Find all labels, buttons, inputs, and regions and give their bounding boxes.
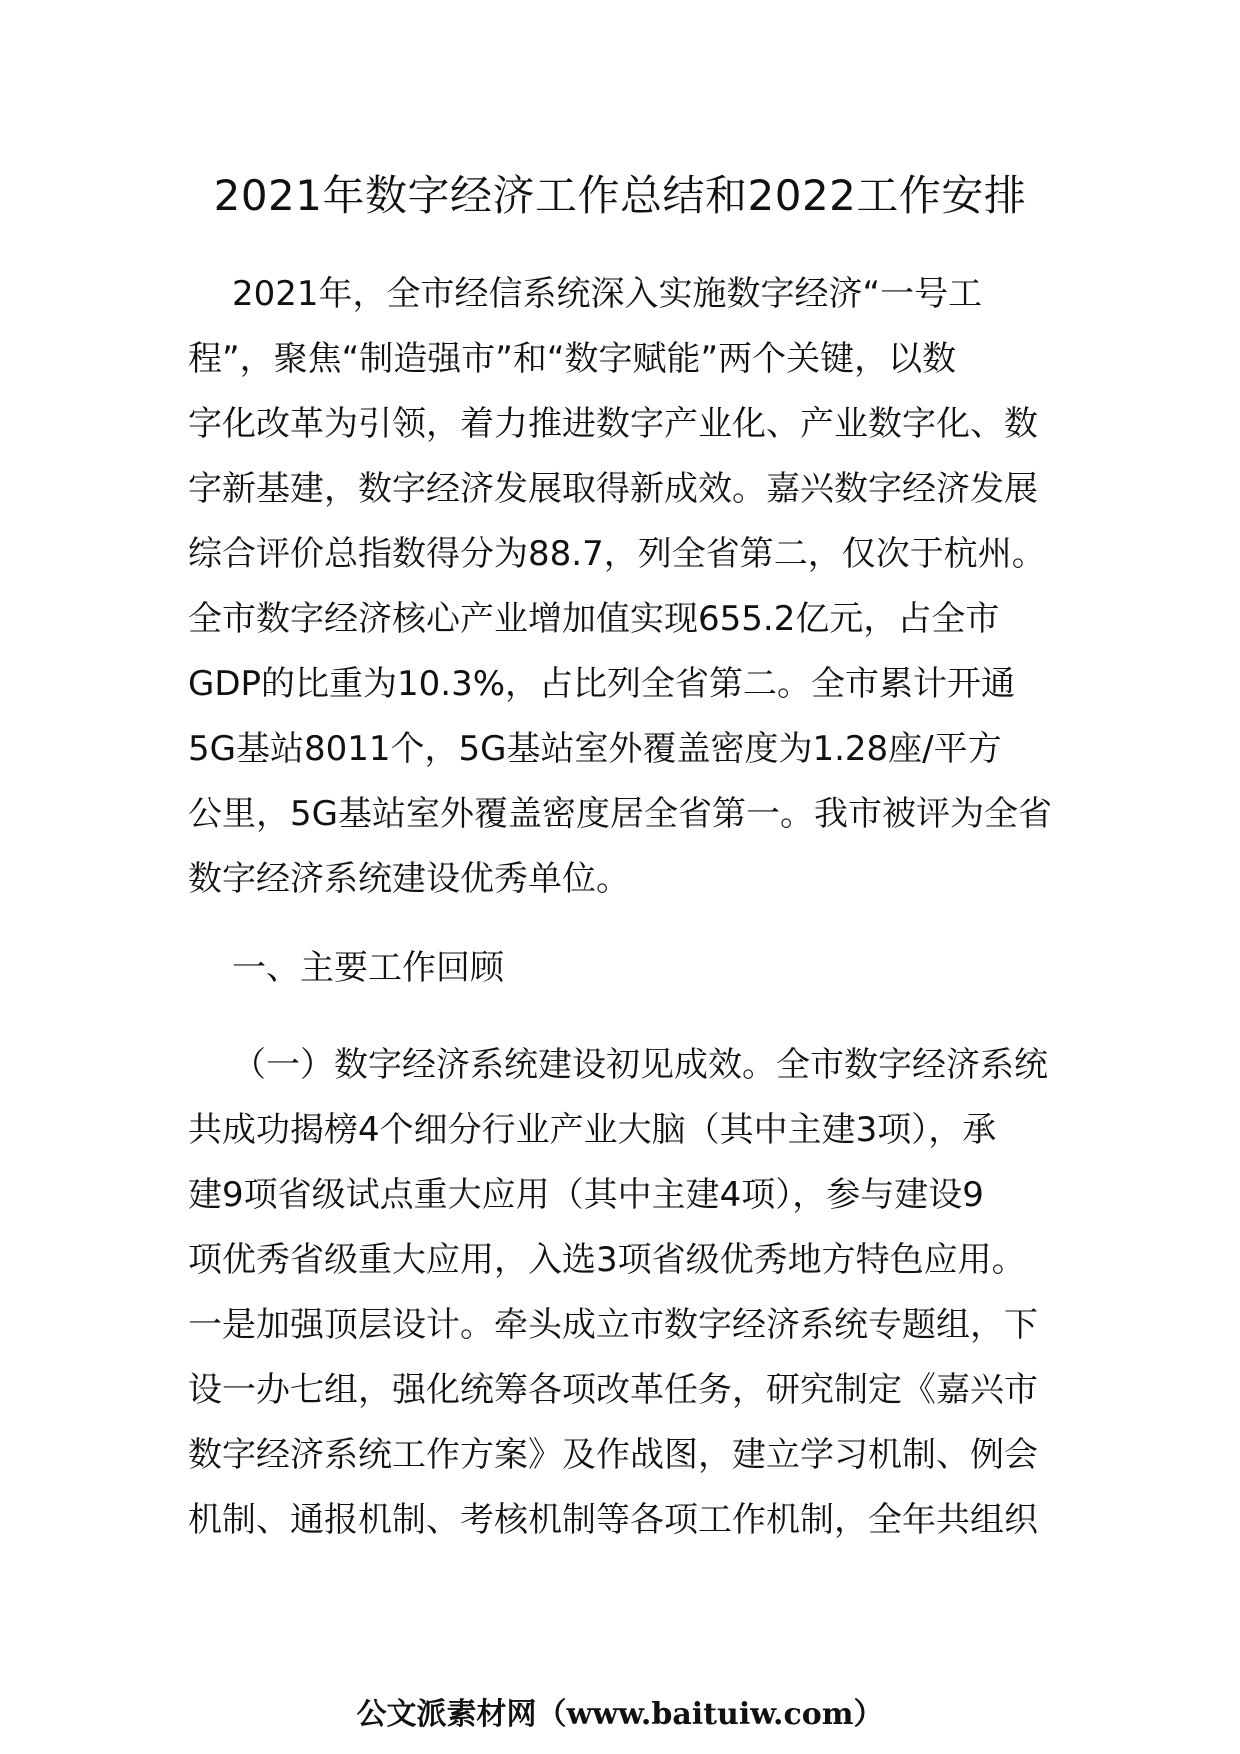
paragraph-line: 数字经济系统建设优秀单位。	[188, 859, 630, 899]
paragraph-line: 程”，聚焦“制造强市”和“数字赋能”两个关键，以数	[188, 339, 957, 379]
paragraph-line: 项优秀省级重大应用，入选3项省级优秀地方特色应用。	[188, 1240, 1026, 1280]
section-heading-text: 一、主要工作回顾	[232, 948, 504, 988]
paragraph-line: 机制、通报机制、考核机制等各项工作机制，全年共组织	[188, 1500, 1038, 1540]
paragraph-line: 全市数字经济核心产业增加值实现655.2亿元，占全市	[188, 599, 1000, 639]
paragraph-line: 5G基站8011个，5G基站室外覆盖密度为1.28座/平方	[188, 729, 1002, 769]
section-heading	[188, 936, 1068, 1001]
paragraph-line: 公里，5G基站室外覆盖密度居全省第一。我市被评为全省	[188, 794, 1052, 834]
paragraph-line: 数字经济系统工作方案》及作战图，建立学习机制、例会	[188, 1435, 1038, 1475]
paragraph-summary	[188, 262, 1068, 912]
paragraph-line: 字新基建，数字经济发展取得新成效。嘉兴数字经济发展	[188, 469, 1038, 509]
paragraph-line: 设一办七组，强化统筹各项改革任务，研究制定《嘉兴市	[188, 1370, 1038, 1410]
footer-watermark: 公文派素材网（www.baituiw.com）	[356, 1697, 884, 1732]
paragraph-line: 共成功揭榜4个细分行业产业大脑（其中主建3项），承	[188, 1110, 997, 1150]
paragraph-line: 建9项省级试点重大应用（其中主建4项），参与建设9	[188, 1175, 984, 1215]
paragraph-line: 一是加强顶层设计。牵头成立市数字经济系统专题组，下	[188, 1305, 1038, 1345]
document-title: 2021年数字经济工作总结和2022工作安排	[213, 171, 1027, 220]
paragraph-line: GDP的比重为10.3%，占比列全省第二。全市累计开通	[188, 664, 1016, 704]
paragraph-line: 2021年，全市经信系统深入实施数字经济“一号工	[232, 274, 983, 314]
paragraph-line: 综合评价总指数得分为88.7，列全省第二，仅次于杭州。	[188, 534, 1046, 574]
paragraph-review	[188, 1033, 1068, 1553]
paragraph-line: （一）数字经济系统建设初见成效。全市数字经济系统	[232, 1045, 1048, 1085]
paragraph-line: 字化改革为引领，着力推进数字产业化、产业数字化、数	[188, 404, 1038, 444]
